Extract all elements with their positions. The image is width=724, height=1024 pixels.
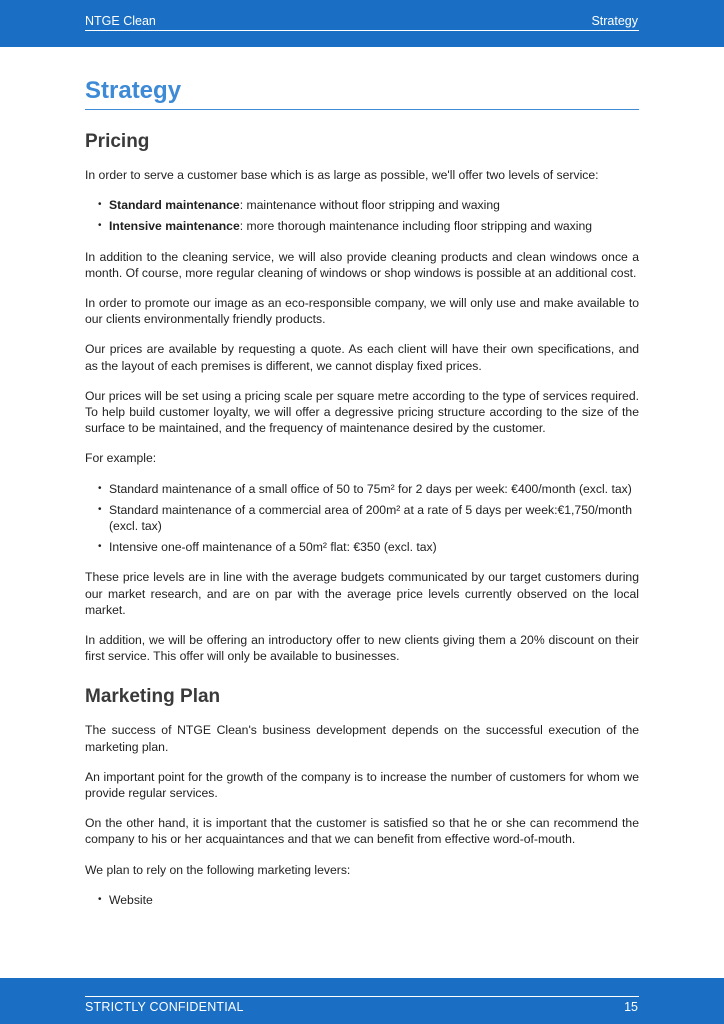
example-label: For example: xyxy=(85,451,157,466)
confidentiality-notice: STRICTLY CONFIDENTIAL xyxy=(85,1000,244,1014)
service-level-term: Intensive maintenance xyxy=(109,219,240,234)
marketing-paragraph: The success of NTGE Clean's business development depends on the successful execution of the marketing plan. xyxy=(85,723,639,754)
pricing-paragraph: In order to promote our image as an eco-responsible company, we will only use and make available to our clients environmentally friendly products. xyxy=(85,296,639,327)
pricing-intro: In order to serve a customer base which is as large as possible, we'll offer two levels of service: xyxy=(85,168,599,182)
page-number: 15 xyxy=(624,1000,638,1014)
service-levels-list xyxy=(85,197,639,234)
pricing-paragraph: Our prices will be set using a pricing scale per square metre according to the type of services required. To help build customer loyalty, we will offer a degressive pricing structure according to the size of the surface to be maintained, and the frequency of maintenance desired by the customer. xyxy=(85,388,639,436)
list-item xyxy=(85,218,639,234)
pricing-paragraph: These price levels are in line with the average budgets communicated by our target customers during our market research, and are on par with the average price levels currently observed on the local market. xyxy=(85,570,639,617)
marketing-paragraph: On the other hand, it is important that the customer is satisfied so that he or she can recommend the company to his or her acquaintances and that we can benefit from effective word-of-mouth. xyxy=(85,816,639,847)
price-examples-list xyxy=(85,481,639,556)
marketing-paragraph: An important point for the growth of the company is to increase the number of customers for whom we provide regular services. xyxy=(85,769,639,801)
list-item: • Standard maintenance of a commercial area of 200m² at a rate of 5 days per week:€1,750/month (excl. tax) xyxy=(85,502,639,534)
list-item: • Intensive one-off maintenance of a 50m² flat: €350 (excl. tax) xyxy=(85,539,639,555)
marketing-paragraph: We plan to rely on the following marketing levers: xyxy=(85,862,351,877)
pricing-paragraph: In addition to the cleaning service, we will also provide cleaning products and clean windows once a month. Of course, more regular cleaning of windows or shop windows is possible at an additional cost. xyxy=(85,249,639,280)
service-level-desc: : maintenance without floor stripping and waxing xyxy=(239,198,500,213)
list-item xyxy=(85,197,639,213)
list-item: • Website xyxy=(85,892,639,908)
pricing-paragraph: Our prices are available by requesting a quote. As each client will have their own specifications, and as the layout of each premises is different, we cannot display fixed prices. xyxy=(85,342,639,373)
marketing-levers-list xyxy=(85,892,639,908)
pricing-paragraph: In addition, we will be offering an introductory offer to new clients giving them a 20% discount on their first service. This offer will only be available to businesses. xyxy=(85,633,639,664)
footer-rule xyxy=(85,996,639,997)
header-rule xyxy=(85,30,639,31)
service-level-term: Standard maintenance xyxy=(109,198,240,213)
marketing-heading: Marketing Plan xyxy=(85,686,221,708)
pricing-heading: Pricing xyxy=(85,131,150,152)
page-header xyxy=(0,0,724,47)
service-level-desc: : more thorough maintenance including floor stripping and waxing xyxy=(239,219,593,234)
page-title: Strategy xyxy=(85,74,639,110)
list-item: • Standard maintenance of a small office of 50 to 75m² for 2 days per week: €400/month (excl. tax) xyxy=(85,481,639,497)
header-section-name: Strategy xyxy=(591,14,638,28)
page-footer xyxy=(0,978,724,1024)
page-content xyxy=(85,74,639,908)
header-company-name: NTGE Clean xyxy=(85,14,156,28)
